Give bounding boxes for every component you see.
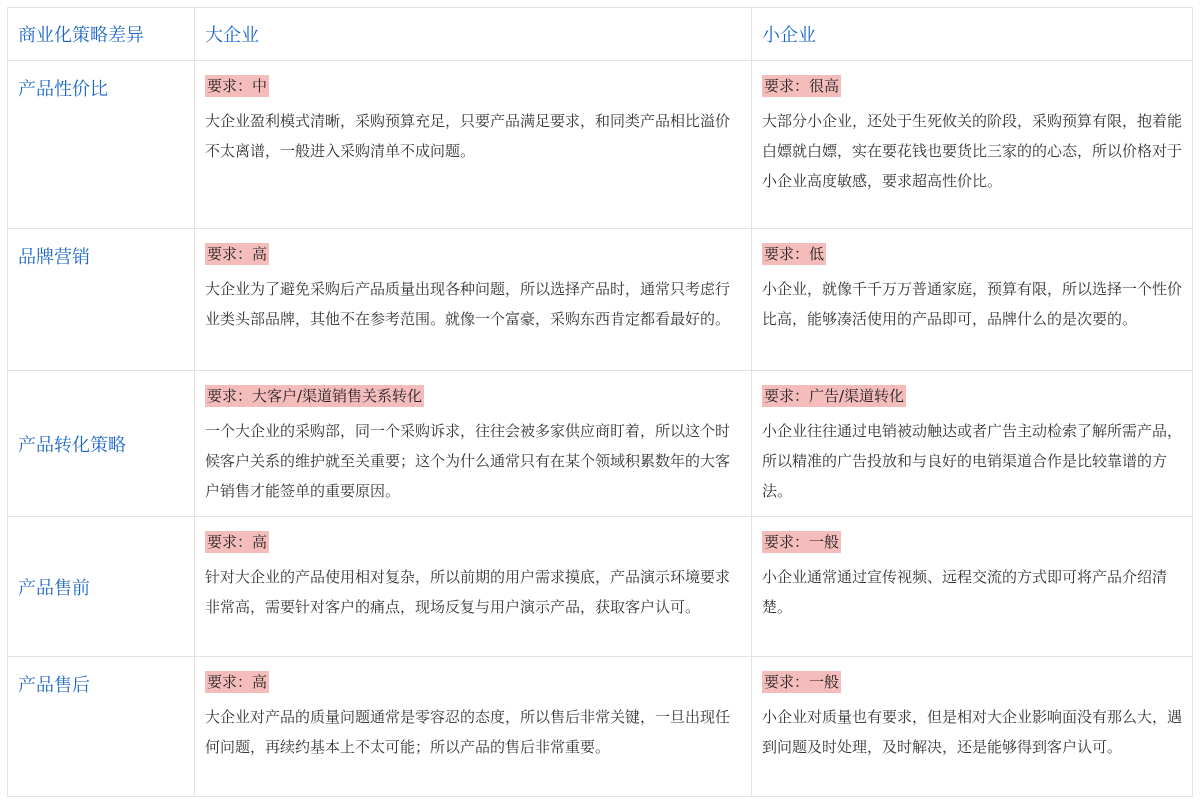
table-row-aftersales [8, 657, 1193, 797]
row-label-cell [8, 229, 195, 371]
large-enterprise-cell [195, 657, 752, 797]
requirement-badge: 要求：广告/渠道转化 [764, 387, 905, 405]
row-label: 产品售前 [18, 577, 90, 599]
description-text: 小企业，就像千千万万普通家庭，预算有限，所以选择一个性价比高，能够凑活使用的产品即可，品牌什么的是次要的。 [762, 280, 1183, 328]
description-text: 大企业盈利模式清晰，采购预算充足，只要产品满足要求，和同类产品相比溢价不太离谱，一般进入采购清单不成问题。 [205, 112, 731, 160]
description-text: 小企业对质量也有要求，但是相对大企业影响面没有那么大，遇到问题及时处理，及时解决，还是能够得到客户认可。 [762, 708, 1183, 756]
table-row-conversion-strategy [8, 371, 1193, 517]
row-label: 品牌营销 [18, 247, 90, 268]
large-enterprise-cell [195, 61, 752, 229]
table-body [8, 61, 1193, 797]
requirement-badge: 要求：高 [207, 245, 268, 263]
header-strategy-diff: 商业化策略差异 [8, 8, 195, 61]
requirement-badge: 要求：低 [764, 245, 825, 263]
table-row-presales [8, 517, 1193, 657]
small-enterprise-cell [752, 61, 1193, 229]
row-label-cell [8, 371, 195, 517]
large-enterprise-cell [195, 229, 752, 371]
small-enterprise-cell [752, 517, 1193, 657]
description-text: 小企业往往通过电销被动触达或者广告主动检索了解所需产品，所以精准的广告投放和与良好的电销渠道合作是比较靠谱的方法。 [762, 422, 1183, 500]
table-header [8, 8, 1193, 61]
description-text: 小企业通常通过宣传视频、远程交流的方式即可将产品介绍清楚。 [762, 568, 1168, 616]
header-large-enterprise: 大企业 [195, 8, 752, 61]
requirement-badge: 要求：很高 [764, 77, 840, 95]
requirement-badge: 要求：一般 [764, 533, 840, 551]
table-row-brand-marketing [8, 229, 1193, 371]
large-enterprise-cell [195, 371, 752, 517]
requirement-badge: 要求：一般 [764, 673, 840, 691]
large-enterprise-cell [195, 517, 752, 657]
row-label-cell [8, 61, 195, 229]
row-label: 产品转化策略 [18, 434, 126, 456]
row-label: 产品性价比 [18, 79, 108, 100]
description-text: 一个大企业的采购部，同一个采购诉求，往往会被多家供应商盯着，所以这个时候客户关系的维护就至关重要；这个为什么通常只有在某个领域积累数年的大客户销售才能签单的重要原因。 [205, 422, 731, 500]
small-enterprise-cell [752, 657, 1193, 797]
header-row [8, 8, 1193, 61]
description-text: 大企业为了避免采购后产品质量出现各种问题，所以选择产品时，通常只考虑行业类头部品牌，其他不在参考范围。就像一个富豪，采购东西肯定都看最好的。 [205, 280, 731, 328]
description-text: 大企业对产品的质量问题通常是零容忍的态度，所以售后非常关键，一旦出现任何问题，再续约基本上不太可能；所以产品的售后非常重要。 [205, 708, 731, 756]
requirement-badge: 要求：大客户/渠道销售关系转化 [207, 387, 423, 405]
small-enterprise-cell [752, 371, 1193, 517]
row-label-cell [8, 517, 195, 657]
description-text: 针对大企业的产品使用相对复杂，所以前期的用户需求摸底，产品演示环境要求非常高，需要针对客户的痛点，现场反复与用户演示产品，获取客户认可。 [205, 568, 731, 616]
header-small-enterprise: 小企业 [752, 8, 1193, 61]
strategy-comparison-table [7, 7, 1193, 797]
description-text: 大部分小企业，还处于生死攸关的阶段，采购预算有限，抱着能白嫖就白嫖，实在要花钱也要货比三家的的心态，所以价格对于小企业高度敏感，要求超高性价比。 [762, 112, 1183, 190]
small-enterprise-cell [752, 229, 1193, 371]
table-row-cost-performance [8, 61, 1193, 229]
row-label: 产品售后 [18, 675, 90, 696]
comparison-table-container [7, 7, 1192, 797]
requirement-badge: 要求：中 [207, 77, 268, 95]
requirement-badge: 要求：高 [207, 673, 268, 691]
requirement-badge: 要求：高 [207, 533, 268, 551]
row-label-cell [8, 657, 195, 797]
